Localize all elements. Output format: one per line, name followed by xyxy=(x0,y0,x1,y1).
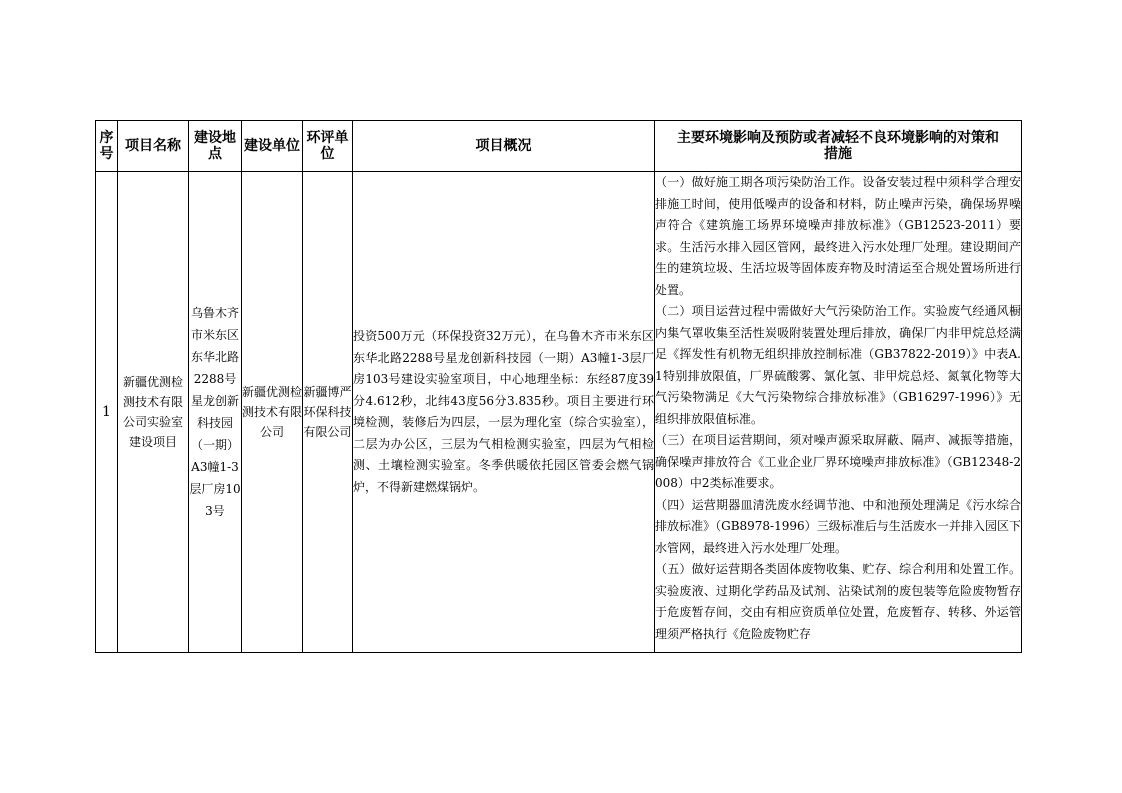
header-measures: 主要环境影响及预防或者减轻不良环境影响的对策和措施 xyxy=(655,121,1022,172)
row-eia-unit: 新疆博严环保科技有限公司 xyxy=(303,172,353,653)
row-index: 1 xyxy=(96,172,118,653)
table-row xyxy=(96,172,1022,653)
header-row xyxy=(96,121,1022,172)
measure-item-3: （三）在项目运营期间，须对噪声源采取屏蔽、隔声、减振等措施，确保噪声排放符合《工业企业厂界环境噪声排放标准》（GB12348-2008）中2类标准要求。 xyxy=(655,433,1021,490)
row-builder: 新疆优测检测技术有限公司 xyxy=(242,172,303,653)
measure-item-4: （四）运营期器皿清洗废水经调节池、中和池预处理满足《污水综合排放标准》（GB8978-1996）三级标准后与生活废水一并排入园区下水管网，最终进入污水处理厂处理。 xyxy=(655,497,1021,555)
header-index: 序号 xyxy=(96,121,118,172)
row-measures xyxy=(655,172,1022,653)
project-table xyxy=(95,120,1022,653)
measure-item-2: （二）项目运营过程中需做好大气污染防治工作。实验废气经通风橱内集气罩收集至活性炭吸附装置处理后排放，确保厂内非甲烷总烃满足《挥发性有机物无组织排放控制标准（GB37822-2019）》中表A.1特别排放限值，厂界硫酸雾、氯化氢、非甲烷总烃、氮氧化物等大气污染物满足《大气污染物综合排放标准》（GB16297-1996）》无组织排放限值标准。 xyxy=(655,304,1021,426)
header-builder: 建设单位 xyxy=(242,121,303,172)
row-project-name: 新疆优测检测技术有限公司实验室建设项目 xyxy=(118,172,189,653)
header-location: 建设地点 xyxy=(189,121,242,172)
row-location: 乌鲁木齐市米东区东华北路2288号星龙创新科技园（一期）A3幢1-3层厂房103号 xyxy=(189,172,242,653)
header-overview: 项目概况 xyxy=(353,121,655,172)
header-eia-unit: 环评单位 xyxy=(303,121,353,172)
row-overview: 投资500万元（环保投资32万元），在乌鲁木齐市米东区东华北路2288号星龙创新科技园（一期）A3幢1-3层厂房103号建设实验室项目，中心地理坐标：东经87度39分4.612秒，北纬43度56分3.835秒。项目主要进行环境检测，装修后为四层，一层为理化室（综合实验室），二层为办公区，三层为气相检测实验室，四层为气相检测、土壤检测实验室。冬季供暖依托园区管委会燃气锅炉，不得新建燃煤锅炉。 xyxy=(353,172,655,653)
measure-item-1: （一）做好施工期各项污染防治工作。设备安装过程中须科学合理安排施工时间，使用低噪声的设备和材料，防止噪声污染，确保场界噪声符合《建筑施工场界环境噪声排放标准》（GB12523-2011）要求。生活污水排入园区管网，最终进入污水处理厂处理。建设期间产生的建筑垃圾、生活垃圾等固体废弃物及时清运至合规处置场所进行处置。 xyxy=(655,175,1021,297)
header-name: 项目名称 xyxy=(118,121,189,172)
measure-item-5: （五）做好运营期各类固体废物收集、贮存、综合利用和处置工作。实验废液、过期化学药品及试剂、沾染试剂的废包装等危险废物暂存于危废暂存间，交由有相应资质单位处置，危废暂存、转移、外运管理须严格执行《危险废物贮存 xyxy=(655,562,1021,641)
measures-list xyxy=(655,172,1021,648)
